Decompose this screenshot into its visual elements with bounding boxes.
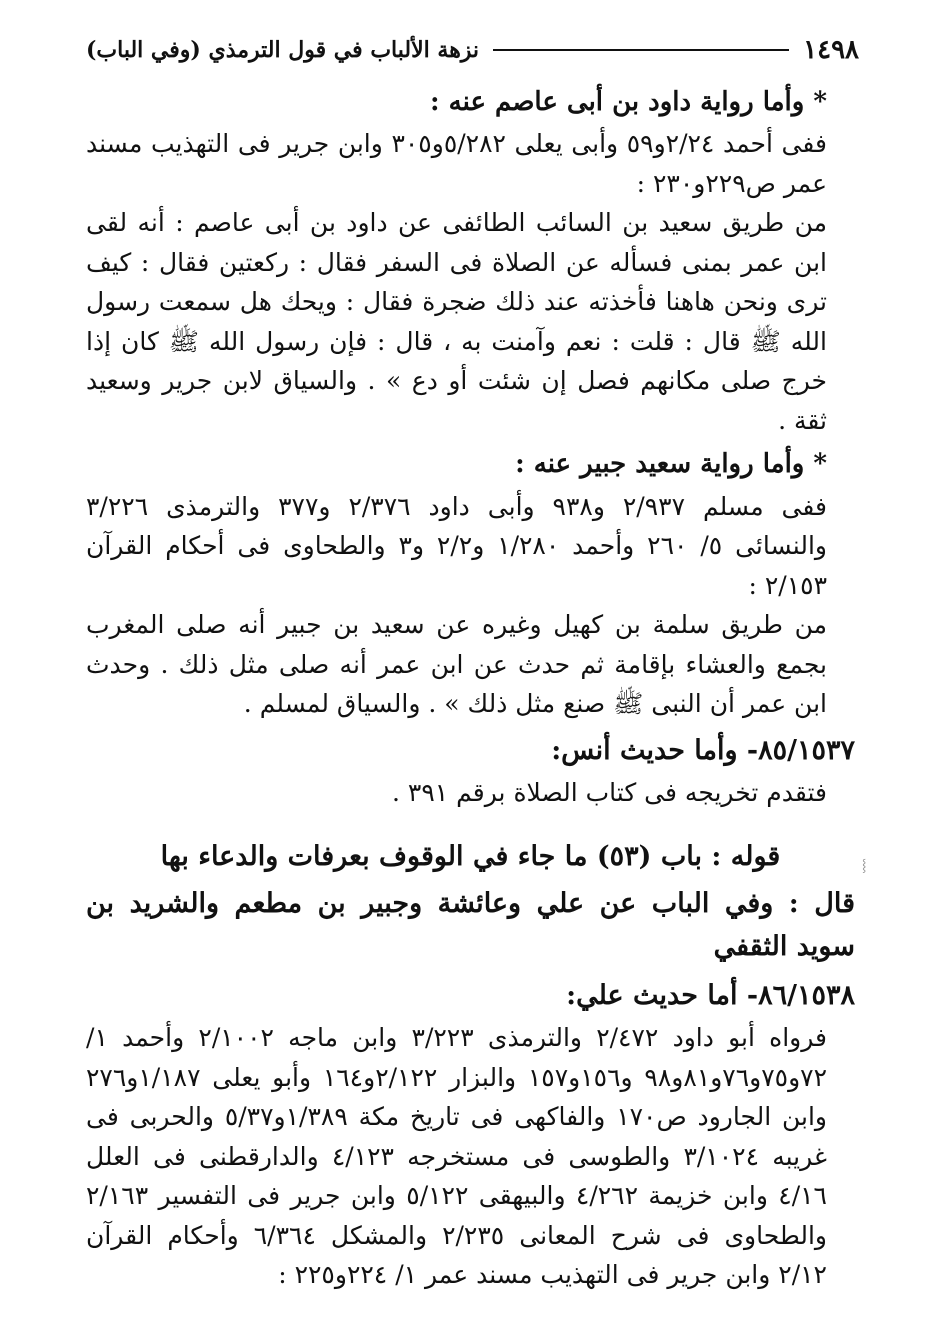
hadith-heading: ٨٦/١٥٣٨- أما حديث علي: [566,979,855,1011]
page-number: ١٤٩٨ [803,35,859,65]
section-source: ففى مسلم ٢/٩٣٧ و٩٣٨ وأبى داود ٢/٣٧٦ و٣٧٧ والترمذى ٣/٢٢٦ والنسائى ٥/ ٢٦٠ وأحمد ١/٢٨٠ و٢/٢ و٣ والطحاوى فى أحكام القرآن ٢/١٥٣ : [86,491,827,600]
chapter-title: قوله : باب (٥٣) ما جاء في الوقوف بعرفات والدعاء بها [160,840,781,872]
page-header [86,30,859,70]
page-body [86,78,855,1295]
running-title: نزهة الألباب في قول الترمذي (وفي الباب) [86,37,480,63]
hadith-text: فتقدم تخريجه فى كتاب الصلاة برقم ٣٩١ . [392,778,827,808]
section-heading: * وأما رواية سعيد جبير عنه : [515,449,827,480]
section-source: ففى أحمد ٢/٢٤و٥٩ وأبى يعلى ٥/٢٨٢و٣٠٥ وابن جرير فى التهذيب مسند عمر ص٢٢٩و٢٣٠ : [86,129,827,198]
section-text: من طريق سلمة بن كهيل وغيره عن سعيد بن جبير أنه صلى المغرب بجمع والعشاء بإقامة ثم حدث عن ابن عمر أنه صلى مثل ذلك . وحدث ابن عمر أن النبى ﷺ صنع مثل ذلك » . والسياق لمسلم . [86,610,827,719]
hadith-text: فرواه أبو داود ٢/٤٧٢ والترمذى ٣/٢٢٣ وابن ماجه ٢/١٠٠٢ وأحمد ١/ ٧٢و٧٥و٧٦و٨١و٩٨ و١٥٦و١٥٧ والبزار ٢/١٢٢و١٦٤ وأبو يعلى ١/١٨٧و٢٧٦ وابن الجارود ص١٧٠ والفاكهى فى تاريخ مكة ١/٣٨٩و٥/٣٧ والحربى فى غريبه ٣/١٠٢٤ والطوسى فى مستخرجه ٤/١٢٣ والدارقطنى فى العلل ٤/١٦ وابن خزيمة ٤/٢٦٢ والبيهقى ٥/١٢٢ وابن جرير فى التفسير ٢/١٦٣ والطحاوى فى شرح المعانى ٢/٢٣٥ والمشكل ٦/٣٦٤ وأحكام القرآن ٢/١٢ وابن جرير فى التهذيب مسند عمر ١/ ٢٢٤و٢٢٥ : [86,1023,828,1290]
section-heading: * وأما رواية داود بن أبى عاصم عنه : [430,87,827,117]
chapter-quote: قال : وفي الباب عن علي وعائشة وجبير بن مطعم والشريد بن سويد الثقفي [86,888,855,963]
section-text: من طريق سعيد بن السائب الطائفى عن داود بن أبى عاصم : أنه لقى ابن عمر بمنى فسأله عن الصلاة فى السفر فقال : ركعتين فقال : كيف ترى ونحن هاهنا فأخذته عند ذلك ضجرة فقال : ويحك هل سمعت رسول الله ﷺ قال : قلت : نعم وآمنت به ، قال : فإن رسول الله ﷺ كان إذا خرج صلى مكانهم فصل إن شئت أو دع » . والسياق لابن جرير وسعيد ثقة . [86,208,827,435]
hadith-heading: ٨٥/١٥٣٧- وأما حديث أنس: [551,734,855,766]
header-rule [493,49,789,51]
margin-mark: ⸾ [862,858,867,872]
